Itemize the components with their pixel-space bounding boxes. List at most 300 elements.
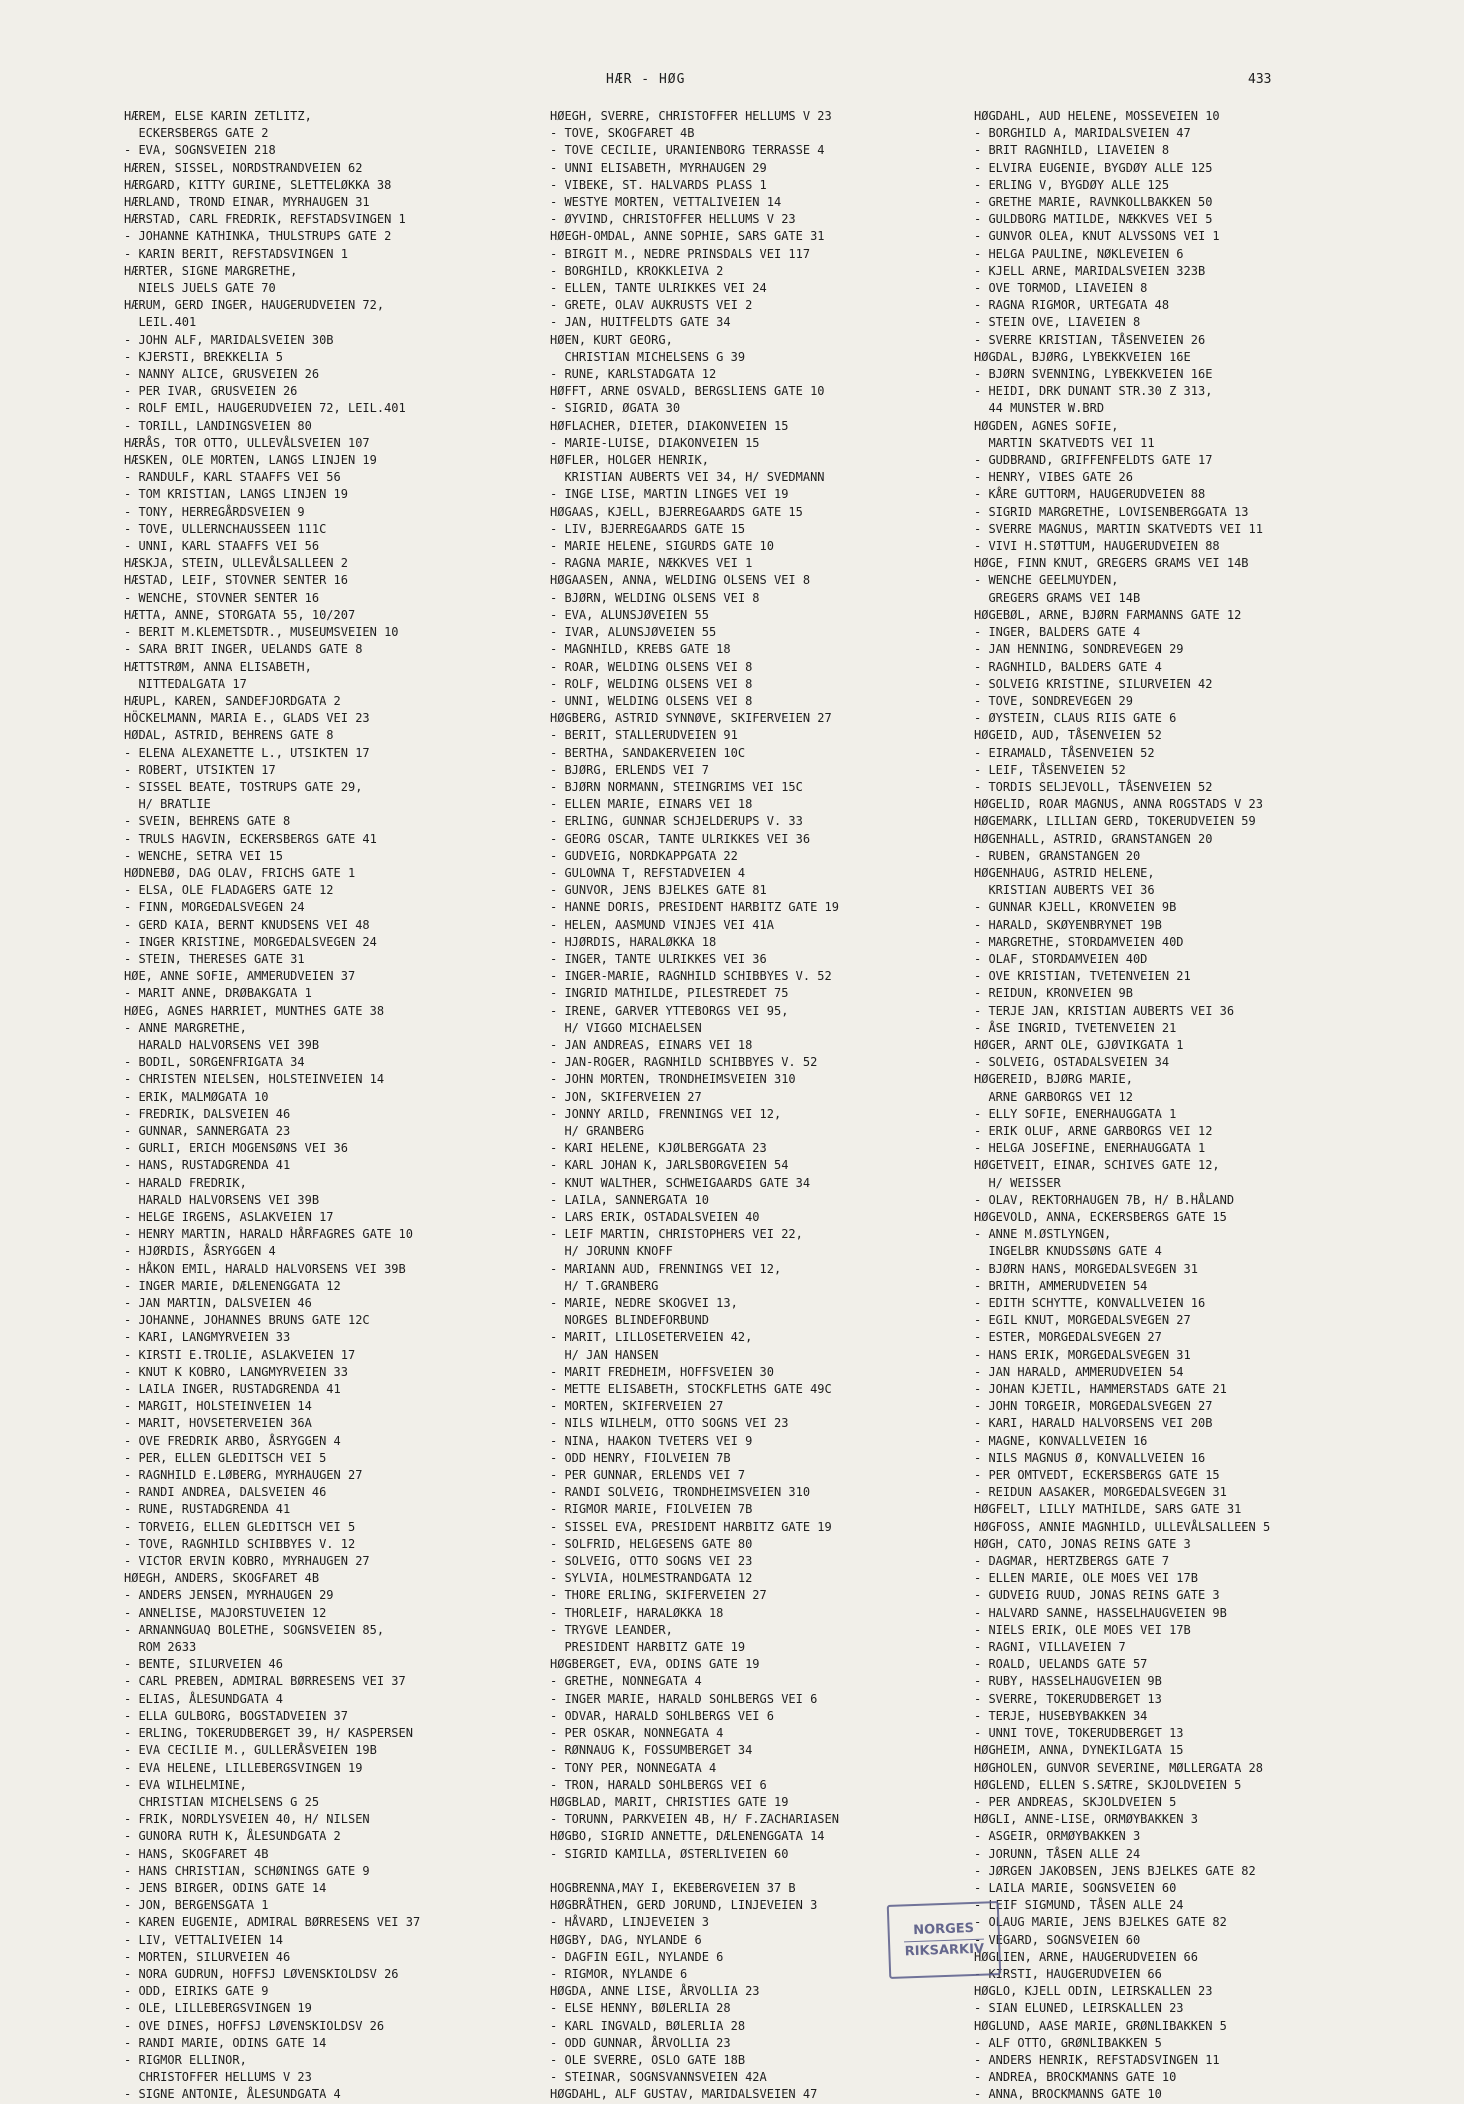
directory-entry-line: - OVE DINES, HOFFSJ LØVENSKIOLDSV 26 xyxy=(124,2018,385,2033)
directory-entry-line: - BIRGIT M., NEDRE PRINSDALS VEI 117 xyxy=(550,246,811,261)
directory-entry-line: HÆTTA, ANNE, STORGATA 55, 10/207 xyxy=(124,607,356,622)
directory-entry-line: - ØYSTEIN, CLAUS RIIS GATE 6 xyxy=(974,711,1177,726)
directory-entry-line: - JØRGEN JAKOBSEN, JENS BJELKES GATE 82 xyxy=(974,1863,1256,1878)
directory-entry-line: - LEIF SIGMUND, TÅSEN ALLE 24 xyxy=(974,1898,1184,1913)
directory-entry-line: - TOM KRISTIAN, LANGS LINJEN 19 xyxy=(124,487,348,502)
directory-entry-line: - BODIL, SORGENFRIGATA 34 xyxy=(124,1055,305,1070)
directory-entry-line: - GUNVOR OLEA, KNUT ALVSSONS VEI 1 xyxy=(974,229,1220,244)
directory-entry-line: - JOHANNE KATHINKA, THULSTRUPS GATE 2 xyxy=(124,229,392,244)
directory-entry-line: - GRETHE, NONNEGATA 4 xyxy=(550,1674,702,1689)
directory-entry-line: - TOVE, SONDREVEGEN 29 xyxy=(974,693,1133,708)
directory-entry-line: HØGLI, ANNE-LISE, ORMØYBAKKEN 3 xyxy=(974,1812,1198,1827)
directory-entry-line: HÆRTER, SIGNE MARGRETHE, xyxy=(124,263,298,278)
directory-entry-line: HØGETVEIT, EINAR, SCHIVES GATE 12, xyxy=(974,1158,1220,1173)
directory-entry-line: - HANNE DORIS, PRESIDENT HARBITZ GATE 19 xyxy=(550,900,839,915)
directory-entry-line: - GUNNAR, SANNERGATA 23 xyxy=(124,1123,291,1138)
directory-entry-line: MARTIN SKATVEDTS VEI 11 xyxy=(974,435,1155,450)
directory-entry-line: - REIDUN AASAKER, MORGEDALSVEGEN 31 xyxy=(974,1485,1227,1500)
directory-entry-line xyxy=(550,1863,970,1880)
directory-entry-line: - UNNI ELISABETH, MYRHAUGEN 29 xyxy=(550,160,767,175)
directory-entry-line: - ODVAR, HARALD SOHLBERGS VEI 6 xyxy=(550,1708,774,1723)
directory-entry-line: - ELSE HENNY, BØLERLIA 28 xyxy=(550,2001,731,2016)
directory-entry-line: - RUNE, RUSTADGRENDA 41 xyxy=(124,1502,291,1517)
directory-entry-line: - ROALD, UELANDS GATE 57 xyxy=(974,1657,1148,1672)
directory-entry-line: - ANDERS HENRIK, REFSTADSVINGEN 11 xyxy=(974,2052,1220,2067)
directory-entry-line: - KARIN BERIT, REFSTADSVINGEN 1 xyxy=(124,246,348,261)
directory-entry-line: - RAGNA RIGMOR, URTEGATA 48 xyxy=(974,298,1170,313)
directory-entry-line: - JORUNN, TÅSEN ALLE 24 xyxy=(974,1846,1141,1861)
directory-entry-line: - RAGNI, VILLAVEIEN 7 xyxy=(974,1640,1126,1655)
directory-entry-line: - MARIT ANNE, DRØBAKGATA 1 xyxy=(124,986,312,1001)
directory-entry-line: - HANS ERIK, MORGEDALSVEGEN 31 xyxy=(974,1347,1191,1362)
directory-entry-line: - ÅSE INGRID, TVETENVEIEN 21 xyxy=(974,1020,1177,1035)
directory-entry-line: - TRYGVE LEANDER, xyxy=(550,1622,673,1637)
directory-entry-line: - KJERSTI, BREKKELIA 5 xyxy=(124,349,283,364)
directory-entry-line: - LIV, BJERREGAARDS GATE 15 xyxy=(550,521,746,536)
directory-entry-line: HÆREN, SISSEL, NORDSTRANDVEIEN 62 xyxy=(124,160,363,175)
directory-entry-line: - PER IVAR, GRUSVEIEN 26 xyxy=(124,384,298,399)
directory-entry-line: - KJELL ARNE, MARIDALSVEIEN 323B xyxy=(974,263,1206,278)
directory-entry-line: H/ JAN HANSEN xyxy=(550,1347,659,1362)
directory-entry-line: - MAGNE, KONVALLVEIEN 16 xyxy=(974,1433,1148,1448)
directory-entry-line: - NIELS ERIK, OLE MOES VEI 17B xyxy=(974,1622,1191,1637)
directory-entry-line: H/ VIGGO MICHAELSEN xyxy=(550,1020,702,1035)
directory-entry-line: H/ BRATLIE xyxy=(124,797,211,812)
directory-entry-line: - NORA GUDRUN, HOFFSJ LØVENSKIOLDSV 26 xyxy=(124,1966,399,1981)
directory-entry-line: - SIGRID, ØGATA 30 xyxy=(550,401,681,416)
directory-entry-line: H/ WEISSER xyxy=(974,1175,1061,1190)
directory-entry-line: - RØNNAUG K, FOSSUMBERGET 34 xyxy=(550,1743,753,1758)
directory-entry-line: - INGER MARIE, HARALD SOHLBERGS VEI 6 xyxy=(550,1691,818,1706)
directory-entry-line: - ASGEIR, ORMØYBAKKEN 3 xyxy=(974,1829,1141,1844)
directory-entry-line: - PER GUNNAR, ERLENDS VEI 7 xyxy=(550,1468,746,1483)
directory-entry-line: - FRIK, NORDLYSVEIEN 40, H/ NILSEN xyxy=(124,1812,370,1827)
directory-entry-line: HÆRÅS, TOR OTTO, ULLEVÅLSVEIEN 107 xyxy=(124,435,370,450)
directory-entry-line: HARALD HALVORSENS VEI 39B xyxy=(124,1192,320,1207)
directory-entry-line: - LAILA, SANNERGATA 10 xyxy=(550,1192,709,1207)
directory-entry-line: - VICTOR ERVIN KOBRO, MYRHAUGEN 27 xyxy=(124,1554,370,1569)
directory-entry-line: - ELVIRA EUGENIE, BYGDØY ALLE 125 xyxy=(974,160,1213,175)
directory-entry-line: HÆRSTAD, CARL FREDRIK, REFSTADSVINGEN 1 xyxy=(124,212,406,227)
directory-entry-line: - ROLF EMIL, HAUGERUDVEIEN 72, LEIL.401 xyxy=(124,401,406,416)
directory-entry-line: HØGDAHL, AUD HELENE, MOSSEVEIEN 10 xyxy=(974,109,1220,123)
directory-entry-line: - RAGNHILD E.LØBERG, MYRHAUGEN 27 xyxy=(124,1468,363,1483)
directory-entry-line: - EVA WILHELMINE, xyxy=(124,1777,247,1792)
directory-entry-line: - KIRSTI E.TROLIE, ASLAKVEIEN 17 xyxy=(124,1347,356,1362)
directory-entry-line: - PER, ELLEN GLEDITSCH VEI 5 xyxy=(124,1450,327,1465)
directory-entry-line: - TRON, HARALD SOHLBERGS VEI 6 xyxy=(550,1777,767,1792)
directory-entry-line: - RANDI MARIE, ODINS GATE 14 xyxy=(124,2035,327,2050)
directory-entry-line: - JONNY ARILD, FRENNINGS VEI 12, xyxy=(550,1106,782,1121)
directory-entry-line: - GURLI, ERICH MOGENSØNS VEI 36 xyxy=(124,1141,348,1156)
directory-entry-line: - SOLVEIG, OTTO SOGNS VEI 23 xyxy=(550,1554,753,1569)
directory-entry-line: - JAN MARTIN, DALSVEIEN 46 xyxy=(124,1296,312,1311)
directory-entry-line: - CHRISTEN NIELSEN, HOLSTEINVEIEN 14 xyxy=(124,1072,385,1087)
directory-entry-line: - TORILL, LANDINGSVEIEN 80 xyxy=(124,418,312,433)
directory-entry-line: - RAGNA MARIE, NÆKKVES VEI 1 xyxy=(550,556,753,571)
directory-entry-line: - VEGARD, SOGNSVEIEN 60 xyxy=(974,1932,1141,1947)
directory-entry-line: - ELLEN, TANTE ULRIKKES VEI 24 xyxy=(550,281,767,296)
directory-entry-line: - HELGA PAULINE, NØKLEVEIEN 6 xyxy=(974,246,1184,261)
directory-entry-line: - HELEN, AASMUND VINJES VEI 41A xyxy=(550,917,774,932)
directory-entry-line: PRESIDENT HARBITZ GATE 19 xyxy=(550,1640,746,1655)
directory-entry-line: - FINN, MORGEDALSVEGEN 24 xyxy=(124,900,305,915)
directory-entry-line: - OVE FREDRIK ARBO, ÅSRYGGEN 4 xyxy=(124,1433,341,1448)
directory-entry-line: - LAILA MARIE, SOGNSVEIEN 60 xyxy=(974,1880,1177,1895)
directory-entry-line: - RUBEN, GRANSTANGEN 20 xyxy=(974,848,1141,863)
directory-entry-line: - FREDRIK, DALSVEIEN 46 xyxy=(124,1106,291,1121)
directory-entry-line: - NILS WILHELM, OTTO SOGNS VEI 23 xyxy=(550,1416,789,1431)
directory-entry-line: - MARIANN AUD, FRENNINGS VEI 12, xyxy=(550,1261,782,1276)
directory-entry-line: HØGER, ARNT OLE, GJØVIKGATA 1 xyxy=(974,1037,1184,1052)
directory-entry-line: - DAGFIN EGIL, NYLANDE 6 xyxy=(550,1949,724,1964)
directory-entry-line: HÆRLAND, TROND EINAR, MYRHAUGEN 31 xyxy=(124,195,370,210)
directory-entry-line: - MARIE, NEDRE SKOGVEI 13, xyxy=(550,1296,738,1311)
directory-entry-line: NITTEDALGATA 17 xyxy=(124,676,247,691)
directory-entry-line: - WENCHE, STOVNER SENTER 16 xyxy=(124,590,320,605)
directory-entry-line: HØDNEBØ, DAG OLAV, FRICHS GATE 1 xyxy=(124,865,356,880)
directory-entry-line: - GULOWNA T, REFSTADVEIEN 4 xyxy=(550,865,746,880)
directory-entry-line: - WESTYE MORTEN, VETTALIVEIEN 14 xyxy=(550,195,782,210)
directory-entry-line: - JAN-ROGER, RAGNHILD SCHIBBYES V. 52 xyxy=(550,1055,818,1070)
directory-entry-line: - TRULS HAGVIN, ECKERSBERGS GATE 41 xyxy=(124,831,377,846)
directory-entry-line: - ALF OTTO, GRØNLIBAKKEN 5 xyxy=(974,2035,1162,2050)
directory-entry-line: - MARIT, LILLOSETERVEIEN 42, xyxy=(550,1330,753,1345)
directory-entry-line: - OLE, LILLEBERGSVINGEN 19 xyxy=(124,2001,312,2016)
directory-entry-line: HØGBERGET, EVA, ODINS GATE 19 xyxy=(550,1657,760,1672)
directory-entry-line: - ERLING, TOKERUDBERGET 39, H/ KASPERSEN xyxy=(124,1726,413,1741)
directory-entry-line: - OLE SVERRE, OSLO GATE 18B xyxy=(550,2052,746,2067)
directory-entry-line: - TORDIS SELJEVOLL, TÅSENVEIEN 52 xyxy=(974,779,1213,794)
directory-entry-line: - HELGE IRGENS, ASLAKVEIEN 17 xyxy=(124,1210,334,1224)
directory-entry-line: - EDITH SCHYTTE, KONVALLVEIEN 16 xyxy=(974,1296,1206,1311)
directory-entry-line: - BJØRN HANS, MORGEDALSVEGEN 31 xyxy=(974,1261,1198,1276)
directory-entry-line: HØGLIEN, ARNE, HAUGERUDVEIEN 66 xyxy=(974,1949,1198,1964)
directory-entry-line: - BENTE, SILURVEIEN 46 xyxy=(124,1657,283,1672)
directory-entry-line: HØGBO, SIGRID ANNETTE, DÆLENENGGATA 14 xyxy=(550,1829,825,1844)
directory-entry-line: HOGBRENNA,MAY I, EKEBERGVEIEN 37 B xyxy=(550,1880,796,1895)
directory-entry-line: - ARNANNGUAQ BOLETHE, SOGNSVEIEN 85, xyxy=(124,1622,385,1637)
directory-entry-line: - ERLING V, BYGDØY ALLE 125 xyxy=(974,177,1170,192)
directory-entry-line: - HJØRDIS, HARALØKKA 18 xyxy=(550,934,717,949)
directory-entry-line: - RIGMOR, NYLANDE 6 xyxy=(550,1966,688,1981)
directory-entry-line: - IVAR, ALUNSJØVEIEN 55 xyxy=(550,625,717,640)
directory-entry-line: - ERIK, MALMØGATA 10 xyxy=(124,1089,269,1104)
directory-entry-line: - TERJE JAN, KRISTIAN AUBERTS VEI 36 xyxy=(974,1003,1235,1018)
directory-entry-line: - BORGHILD, KROKKLEIVA 2 xyxy=(550,263,724,278)
directory-entry-line: - VIVI H.STØTTUM, HAUGERUDVEIEN 88 xyxy=(974,539,1220,554)
directory-entry-line: - HJØRDIS, ÅSRYGGEN 4 xyxy=(124,1244,276,1259)
directory-entry-line: - OLAUG MARIE, JENS BJELKES GATE 82 xyxy=(974,1915,1227,1930)
directory-entry-line: ARNE GARBORGS VEI 12 xyxy=(974,1089,1133,1104)
directory-entry-line: - JAN, HUITFELDTS GATE 34 xyxy=(550,315,731,330)
directory-entry-line: - INGER, TANTE ULRIKKES VEI 36 xyxy=(550,951,767,966)
directory-entry-line: - GEORG OSCAR, TANTE ULRIKKES VEI 36 xyxy=(550,831,811,846)
directory-entry-line: CHRISTOFFER HELLUMS V 23 xyxy=(124,2070,312,2085)
directory-entry-line: - THORLEIF, HARALØKKA 18 xyxy=(550,1605,724,1620)
directory-entry-line: - HARALD, SKØYENBRYNET 19B xyxy=(974,917,1162,932)
directory-entry-line: HØGLO, KJELL ODIN, LEIRSKALLEN 23 xyxy=(974,1984,1213,1999)
directory-entry-line: - HELGA JOSEFINE, ENERHAUGGATA 1 xyxy=(974,1141,1206,1156)
directory-entry-line: - BERIT M.KLEMETSDTR., MUSEUMSVEIEN 10 xyxy=(124,625,399,640)
directory-entry-line: - ROAR, WELDING OLSENS VEI 8 xyxy=(550,659,753,674)
directory-entry-line: HØGBRÅTHEN, GERD JORUND, LINJEVEIEN 3 xyxy=(550,1898,818,1913)
directory-entry-line: HØEGH-OMDAL, ANNE SOPHIE, SARS GATE 31 xyxy=(550,229,825,244)
directory-entry-line: - GERD KAIA, BERNT KNUDSENS VEI 48 xyxy=(124,917,370,932)
directory-entry-line: - INGER-MARIE, RAGNHILD SCHIBBYES V. 52 xyxy=(550,969,832,984)
directory-entry-line: HØGDA, ANNE LISE, ÅRVOLLIA 23 xyxy=(550,1984,760,1999)
directory-entry-line: 44 MUNSTER W.BRD xyxy=(974,401,1105,416)
directory-entry-line: HØGDAL, BJØRG, LYBEKKVEIEN 16E xyxy=(974,349,1191,364)
directory-entry-line: - HARALD FREDRIK, xyxy=(124,1175,247,1190)
directory-entry-line: - SVERRE MAGNUS, MARTIN SKATVEDTS VEI 11 xyxy=(974,521,1263,536)
directory-entry-line: - TOVE, RAGNHILD SCHIBBYES V. 12 xyxy=(124,1536,356,1551)
directory-entry-line: - UNNI, KARL STAAFFS VEI 56 xyxy=(124,539,320,554)
directory-entry-line: - MARGRETHE, STORDAMVEIEN 40D xyxy=(974,934,1184,949)
directory-entry-line: HØGDAHL, ALF GUSTAV, MARIDALSVEIEN 47 xyxy=(550,2087,818,2102)
directory-entry-line: - HALVARD SANNE, HASSELHAUGVEIEN 9B xyxy=(974,1605,1227,1620)
directory-entry-line: - JENS BIRGER, ODINS GATE 14 xyxy=(124,1880,327,1895)
directory-entry-line: - TERJE, HUSEBYBAKKEN 34 xyxy=(974,1708,1148,1723)
directory-entry-line: - SIAN ELUNED, LEIRSKALLEN 23 xyxy=(974,2001,1184,2016)
directory-entry-line: - TORUNN, PARKVEIEN 4B, H/ F.ZACHARIASEN xyxy=(550,1812,839,1827)
directory-entry-line: - ØYVIND, CHRISTOFFER HELLUMS V 23 xyxy=(550,212,796,227)
directory-entry-line: HÆSKEN, OLE MORTEN, LANGS LINJEN 19 xyxy=(124,453,377,468)
directory-entry-line: - THORE ERLING, SKIFERVEIEN 27 xyxy=(550,1588,767,1603)
directory-entry-line: KRISTIAN AUBERTS VEI 36 xyxy=(974,883,1155,898)
directory-entry-line: HØGEBØL, ARNE, BJØRN FARMANNS GATE 12 xyxy=(974,607,1242,622)
directory-entry-line: HØGENHALL, ASTRID, GRANSTANGEN 20 xyxy=(974,831,1213,846)
directory-entry-line: - GUNORA RUTH K, ÅLESUNDGATA 2 xyxy=(124,1829,341,1844)
directory-entry-line: - ANDERS JENSEN, MYRHAUGEN 29 xyxy=(124,1588,334,1603)
directory-entry-line: - WENCHE GEELMUYDEN, xyxy=(974,573,1119,588)
directory-entry-line: - INGER MARIE, DÆLENENGGATA 12 xyxy=(124,1278,341,1293)
directory-entry-line: HØGDEN, AGNES SOFIE, xyxy=(974,418,1119,433)
directory-entry-line: - HÅVARD, LINJEVEIEN 3 xyxy=(550,1915,709,1930)
directory-entry-line: HØGBLAD, MARIT, CHRISTIES GATE 19 xyxy=(550,1794,789,1809)
directory-entry-line: - BERTHA, SANDAKERVEIEN 10C xyxy=(550,745,746,760)
archive-stamp xyxy=(887,1901,1002,1979)
directory-entry-line: - SOLVEIG, OSTADALSVEIEN 34 xyxy=(974,1055,1170,1070)
directory-entry-line: - SIGRID KAMILLA, ØSTERLIVEIEN 60 xyxy=(550,1846,789,1861)
directory-entry-line: - ODD HENRY, FIOLVEIEN 7B xyxy=(550,1450,731,1465)
directory-entry-line: - ESTER, MORGEDALSVEGEN 27 xyxy=(974,1330,1162,1345)
directory-entry-line: - JON, BERGENSGATA 1 xyxy=(124,1898,269,1913)
directory-entry-line: - RAGNHILD, BALDERS GATE 4 xyxy=(974,659,1162,674)
directory-entry-line: - LEIF MARTIN, CHRISTOPHERS VEI 22, xyxy=(550,1227,803,1242)
directory-entry-line: - HÅKON EMIL, HARALD HALVORSENS VEI 39B xyxy=(124,1261,406,1276)
directory-entry-line: HØGENHAUG, ASTRID HELENE, xyxy=(974,865,1155,880)
directory-entry-line: HØGAAS, KJELL, BJERREGAARDS GATE 15 xyxy=(550,504,803,519)
directory-entry-line: - RIGMOR MARIE, FIOLVEIEN 7B xyxy=(550,1502,753,1517)
directory-entry-line: - STEINAR, SOGNSVANNSVEIEN 42A xyxy=(550,2070,767,2085)
directory-entry-line: - METTE ELISABETH, STOCKFLETHS GATE 49C xyxy=(550,1382,832,1397)
directory-entry-line: - LAILA INGER, RUSTADGRENDA 41 xyxy=(124,1382,341,1397)
directory-entry-line: - JON, SKIFERVEIEN 27 xyxy=(550,1089,702,1104)
directory-entry-line: - JOHANNE, JOHANNES BRUNS GATE 12C xyxy=(124,1313,370,1328)
directory-entry-line: - SVERRE KRISTIAN, TÅSENVEIEN 26 xyxy=(974,332,1206,347)
directory-entry-line: HØEN, KURT GEORG, xyxy=(550,332,673,347)
directory-entry-line: - SISSEL EVA, PRESIDENT HARBITZ GATE 19 xyxy=(550,1519,832,1534)
directory-entry-line: H/ T.GRANBERG xyxy=(550,1278,659,1293)
directory-entry-line: HØGEREID, BJØRG MARIE, xyxy=(974,1072,1133,1087)
directory-entry-line: - KNUT WALTHER, SCHWEIGAARDS GATE 34 xyxy=(550,1175,811,1190)
directory-entry-line: - VIBEKE, ST. HALVARDS PLASS 1 xyxy=(550,177,767,192)
directory-entry-line: - KARI, LANGMYRVEIEN 33 xyxy=(124,1330,291,1345)
directory-entry-line: - OLAF, STORDAMVEIEN 40D xyxy=(974,951,1148,966)
directory-entry-line: - JAN HARALD, AMMERUDVEIEN 54 xyxy=(974,1364,1184,1379)
directory-entry-line: - REIDUN, KRONVEIEN 9B xyxy=(974,986,1133,1001)
directory-entry-line: - ELENA ALEXANETTE L., UTSIKTEN 17 xyxy=(124,745,370,760)
directory-entry-line: ECKERSBERGS GATE 2 xyxy=(124,126,269,141)
directory-entry-line: - JAN ANDREAS, EINARS VEI 18 xyxy=(550,1037,753,1052)
directory-entry-line: CHRISTIAN MICHELSENS G 39 xyxy=(550,349,746,364)
stamp-line-2: RIKSARKIV xyxy=(904,1941,985,1959)
directory-entry-line: NIELS JUELS GATE 70 xyxy=(124,281,276,296)
directory-entry-line: - MORTEN, SKIFERVEIEN 27 xyxy=(550,1399,724,1414)
directory-entry-line: NORGES BLINDEFORBUND xyxy=(550,1313,709,1328)
directory-entry-line: - SVEIN, BEHRENS GATE 8 xyxy=(124,814,291,829)
directory-entry-line: - RANDI ANDREA, DALSVEIEN 46 xyxy=(124,1485,327,1500)
directory-entry-line: - ROLF, WELDING OLSENS VEI 8 xyxy=(550,676,753,691)
directory-entry-line: - ERLING, GUNNAR SCHJELDERUPS V. 33 xyxy=(550,814,803,829)
directory-entry-line: - RANDULF, KARL STAAFFS VEI 56 xyxy=(124,470,341,485)
directory-entry-line: ROM 2633 xyxy=(124,1640,197,1655)
directory-entry-line: - WENCHE, SETRA VEI 15 xyxy=(124,848,283,863)
directory-entry-line: - JOHAN KJETIL, HAMMERSTADS GATE 21 xyxy=(974,1382,1227,1397)
directory-entry-line: - MARGIT, HOLSTEINVEIEN 14 xyxy=(124,1399,312,1414)
directory-entry-line: HØGE, FINN KNUT, GREGERS GRAMS VEI 14B xyxy=(974,556,1249,571)
directory-entry-line: LEIL.401 xyxy=(124,315,197,330)
directory-entry-line: - JOHN MORTEN, TRONDHEIMSVEIEN 310 xyxy=(550,1072,796,1087)
directory-entry-line: KRISTIAN AUBERTS VEI 34, H/ SVEDMANN xyxy=(550,470,825,485)
directory-entry-line: - ELLEN MARIE, OLE MOES VEI 17B xyxy=(974,1571,1198,1586)
directory-entry-line: - ODD GUNNAR, ÅRVOLLIA 23 xyxy=(550,2035,731,2050)
directory-entry-line: HØGEMARK, LILLIAN GERD, TOKERUDVEIEN 59 xyxy=(974,814,1256,829)
directory-entry-line: - HENRY, VIBES GATE 26 xyxy=(974,470,1133,485)
directory-entry-line: - ELLEN MARIE, EINARS VEI 18 xyxy=(550,797,753,812)
directory-entry-line: HØFFT, ARNE OSVALD, BERGSLIENS GATE 10 xyxy=(550,384,825,399)
directory-entry-line: - NANNY ALICE, GRUSVEIEN 26 xyxy=(124,367,320,382)
directory-entry-line: - PER ANDREAS, SKJOLDVEIEN 5 xyxy=(974,1794,1177,1809)
directory-entry-line: - LEIF, TÅSENVEIEN 52 xyxy=(974,762,1126,777)
directory-entry-line: - STEIN OVE, LIAVEIEN 8 xyxy=(974,315,1141,330)
directory-entry-line: HÆSKJA, STEIN, ULLEVÅLSALLEEN 2 xyxy=(124,556,348,571)
directory-entry-line: - TONY PER, NONNEGATA 4 xyxy=(550,1760,717,1775)
directory-entry-line: - MORTEN, SILURVEIEN 46 xyxy=(124,1949,291,1964)
directory-entry-line: - TOVE, ULLERNCHAUSSEEN 111C xyxy=(124,521,327,536)
directory-entry-line: - ROBERT, UTSIKTEN 17 xyxy=(124,762,276,777)
directory-entry-line: - TOVE CECILIE, URANIENBORG TERRASSE 4 xyxy=(550,143,825,158)
directory-entry-line: - ANNE MARGRETHE, xyxy=(124,1020,247,1035)
directory-entry-line: HØGEID, AUD, TÅSENVEIEN 52 xyxy=(974,728,1162,743)
directory-entry-line: HØGLUND, AASE MARIE, GRØNLIBAKKEN 5 xyxy=(974,2018,1227,2033)
directory-entry-line: - BJØRN, WELDING OLSENS VEI 8 xyxy=(550,590,760,605)
page-number: 433 xyxy=(1248,72,1272,87)
directory-entry-line: - EVA CECILIE M., GULLERÅSVEIEN 19B xyxy=(124,1743,377,1758)
directory-entry-line: - GUDBRAND, GRIFFENFELDTS GATE 17 xyxy=(974,453,1213,468)
directory-entry-line: - EVA HELENE, LILLEBERGSVINGEN 19 xyxy=(124,1760,363,1775)
directory-entry-line: H/ JORUNN KNOFF xyxy=(550,1244,673,1259)
directory-entry-line: - ERIK OLUF, ARNE GARBORGS VEI 12 xyxy=(974,1123,1213,1138)
directory-entry-line: - BJØRG, ERLENDS VEI 7 xyxy=(550,762,709,777)
directory-entry-line: - UNNI, WELDING OLSENS VEI 8 xyxy=(550,693,753,708)
directory-entry-line: - MARIE-LUISE, DIAKONVEIEN 15 xyxy=(550,435,760,450)
directory-entry-line: - GUDVEIG RUUD, JONAS REINS GATE 3 xyxy=(974,1588,1220,1603)
directory-entry-line: - EIRAMALD, TÅSENVEIEN 52 xyxy=(974,745,1155,760)
directory-entry-line: HÆTTSTRØM, ANNA ELISABETH, xyxy=(124,659,312,674)
directory-entry-line: - BRIT RAGNHILD, LIAVEIEN 8 xyxy=(974,143,1170,158)
directory-entry-line: HØEGH, SVERRE, CHRISTOFFER HELLUMS V 23 xyxy=(550,109,832,123)
directory-entry-line: HØGELID, ROAR MAGNUS, ANNA ROGSTADS V 23 xyxy=(974,797,1263,812)
directory-entry-line: - MARIE HELENE, SIGURDS GATE 10 xyxy=(550,539,774,554)
directory-entry-line: - BJØRN SVENNING, LYBEKKVEIEN 16E xyxy=(974,367,1213,382)
directory-entry-line: - NINA, HAAKON TVETERS VEI 9 xyxy=(550,1433,753,1448)
directory-entry-line: - SIGNE ANTONIE, ÅLESUNDGATA 4 xyxy=(124,2087,341,2102)
directory-entry-line: - PER OMTVEDT, ECKERSBERGS GATE 15 xyxy=(974,1468,1220,1483)
directory-entry-line: - SYLVIA, HOLMESTRANDGATA 12 xyxy=(550,1571,753,1586)
directory-entry-line: HØE, ANNE SOFIE, AMMERUDVEIEN 37 xyxy=(124,969,356,984)
directory-entry-line: - HANS CHRISTIAN, SCHØNINGS GATE 9 xyxy=(124,1863,370,1878)
directory-entry-line: - OLAV, REKTORHAUGEN 7B, H/ B.HÅLAND xyxy=(974,1192,1235,1207)
directory-entry-line: - ELSA, OLE FLADAGERS GATE 12 xyxy=(124,883,334,898)
directory-entry-line: - BORGHILD A, MARIDALSVEIEN 47 xyxy=(974,126,1191,141)
directory-entry-line: - KAREN EUGENIE, ADMIRAL BØRRESENS VEI 37 xyxy=(124,1915,421,1930)
directory-entry-line: - KARI HELENE, KJØLBERGGATA 23 xyxy=(550,1141,767,1156)
directory-entry-line: - LARS ERIK, OSTADALSVEIEN 40 xyxy=(550,1210,760,1224)
directory-entry-line: HØGHOLEN, GUNVOR SEVERINE, MØLLERGATA 28 xyxy=(974,1760,1263,1775)
directory-entry-line: HØEGH, ANDERS, SKOGFARET 4B xyxy=(124,1571,320,1586)
directory-entry-line: - JOHN ALF, MARIDALSVEIEN 30B xyxy=(124,332,334,347)
directory-entry-line: - HANS, SKOGFARET 4B xyxy=(124,1846,269,1861)
directory-entry-line: - INGER KRISTINE, MORGEDALSVEGEN 24 xyxy=(124,934,377,949)
directory-entry-line: - RUBY, HASSELHAUGVEIEN 9B xyxy=(974,1674,1162,1689)
directory-entry-line: - NILS MAGNUS Ø, KONVALLVEIEN 16 xyxy=(974,1450,1206,1465)
directory-entry-line: - EVA, ALUNSJØVEIEN 55 xyxy=(550,607,709,622)
directory-entry-line: - BRITH, AMMERUDVEIEN 54 xyxy=(974,1278,1148,1293)
directory-entry-line: - INGE LISE, MARTIN LINGES VEI 19 xyxy=(550,487,789,502)
directory-entry-line: - JOHN TORGEIR, MORGEDALSVEGEN 27 xyxy=(974,1399,1213,1414)
directory-column-3 xyxy=(974,108,1394,2104)
directory-entry-line: HØGLEND, ELLEN S.SÆTRE, SKJOLDVEIEN 5 xyxy=(974,1777,1242,1792)
directory-entry-line: - SARA BRIT INGER, UELANDS GATE 8 xyxy=(124,642,363,657)
directory-entry-line: INGELBR KNUDSSØNS GATE 4 xyxy=(974,1244,1162,1259)
directory-entry-line: HØFLACHER, DIETER, DIAKONVEIEN 15 xyxy=(550,418,789,433)
directory-entry-line: - HEIDI, DRK DUNANT STR.30 Z 313, xyxy=(974,384,1213,399)
directory-entry-line: - JAN HENNING, SONDREVEGEN 29 xyxy=(974,642,1184,657)
directory-entry-line: - GUNVOR, JENS BJELKES GATE 81 xyxy=(550,883,767,898)
directory-column-2 xyxy=(550,108,970,2104)
directory-entry-line: HARALD HALVORSENS VEI 39B xyxy=(124,1037,320,1052)
directory-entry-line: HØGHEIM, ANNA, DYNEKILGATA 15 xyxy=(974,1743,1184,1758)
directory-entry-line: - KIRSTI, HAUGERUDVEIEN 66 xyxy=(974,1966,1162,1981)
directory-entry-line: - SOLVEIG KRISTINE, SILURVEIEN 42 xyxy=(974,676,1213,691)
directory-entry-line: - EVA, SOGNSVEIEN 218 xyxy=(124,143,276,158)
directory-entry-line: - KÅRE GUTTORM, HAUGERUDVEIEN 88 xyxy=(974,487,1206,502)
directory-entry-line: CHRISTIAN MICHELSENS G 25 xyxy=(124,1794,320,1809)
directory-entry-line: - ELIAS, ÅLESUNDGATA 4 xyxy=(124,1691,283,1706)
directory-entry-line: - KARL INGVALD, BØLERLIA 28 xyxy=(550,2018,746,2033)
directory-entry-line: - RIGMOR ELLINOR, xyxy=(124,2052,247,2067)
directory-entry-line: - TONY, HERREGÅRDSVEIEN 9 xyxy=(124,504,305,519)
directory-entry-line: HØFLER, HOLGER HENRIK, xyxy=(550,453,709,468)
directory-entry-line: - RUNE, KARLSTADGATA 12 xyxy=(550,367,717,382)
directory-entry-line: HØGBERG, ASTRID SYNNØVE, SKIFERVEIEN 27 xyxy=(550,711,832,726)
directory-entry-line: HÆRGARD, KITTY GURINE, SLETTELØKKA 38 xyxy=(124,177,392,192)
directory-entry-line: - GRETHE MARIE, RAVNKOLLBAKKEN 50 xyxy=(974,195,1213,210)
directory-entry-line: - ELLY SOFIE, ENERHAUGGATA 1 xyxy=(974,1106,1177,1121)
directory-entry-line: - GULDBORG MATILDE, NÆKKVES VEI 5 xyxy=(974,212,1213,227)
